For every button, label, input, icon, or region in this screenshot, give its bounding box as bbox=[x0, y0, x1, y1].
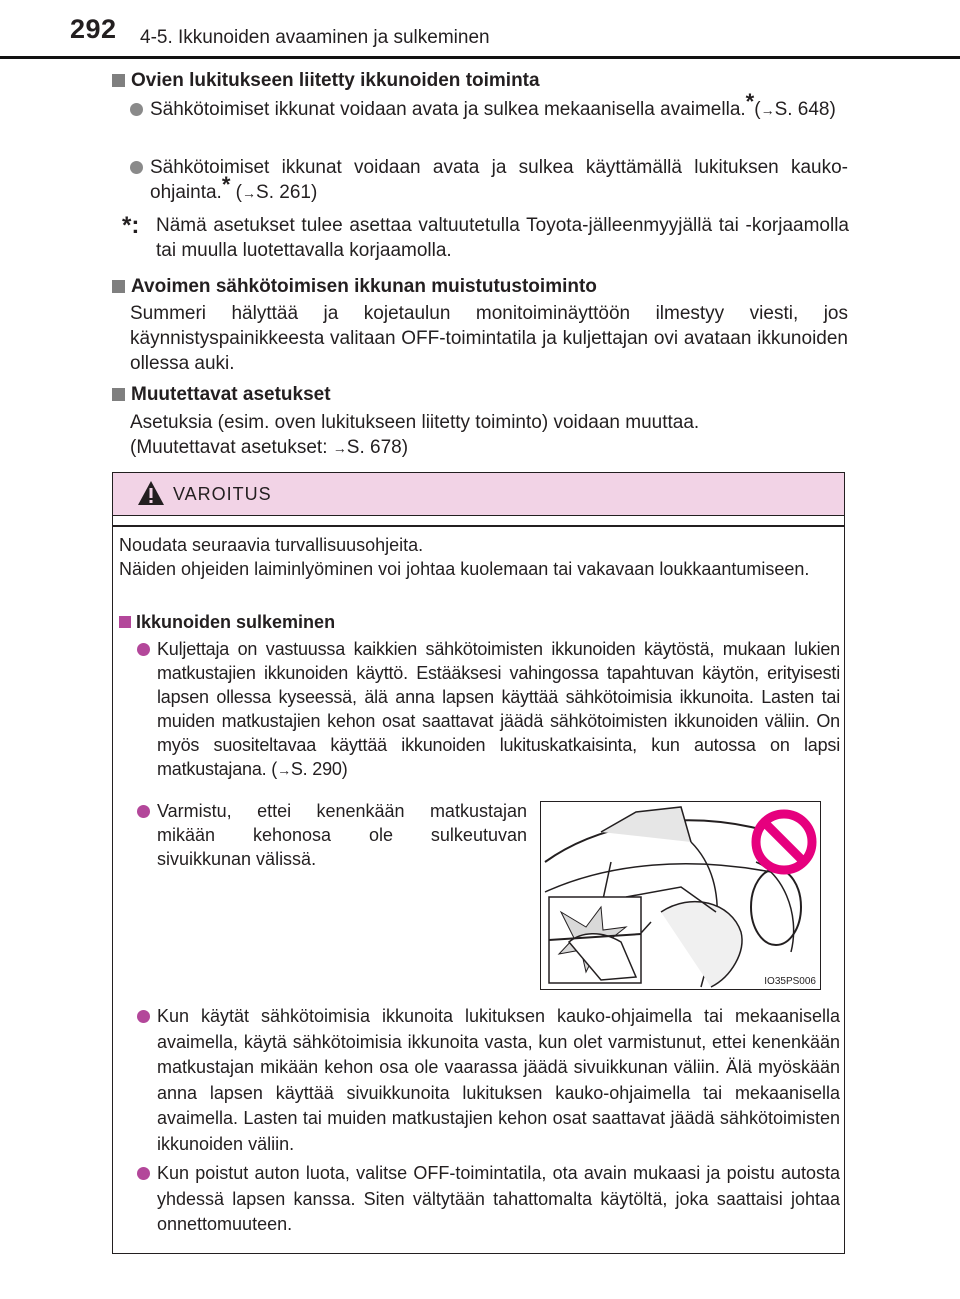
warning-triangle-icon bbox=[137, 480, 165, 506]
settings-text: Asetuksia (esim. oven lukitukseen liitetty toiminto) voidaan muuttaa. (Muutettavat asetukset: →S. 678) bbox=[130, 412, 700, 458]
car-window-illustration bbox=[541, 802, 820, 989]
header-rule bbox=[0, 56, 960, 59]
warning-intro: Noudata seuraavia turvallisuusohjeita. Näiden ohjeiden laiminlyöminen voi johtaa kuolemaan tai vakavaan loukkaantumiseen. bbox=[119, 535, 810, 579]
warning-title: VAROITUS bbox=[173, 484, 272, 504]
asterisk-icon: * bbox=[745, 89, 755, 114]
warning-item-leaving: Kun poistut auton luota, valitse OFF-toimintatila, ota avain mukaasi ja poistu autosta yhdessä lapsen kanssa. Siten vältytään tahattomalta käytöltä, joka saattaisi johtaa onnettomuuteen. bbox=[137, 1161, 840, 1238]
page-number: 292 bbox=[70, 14, 117, 44]
warning-item-driver: Kuljettaja on vastuussa kaikkien sähkötoimisten ikkunoiden käytöstä, mukaan lukien matkustajien ikkunoiden käyttö. Estääksesi vahingossa tapahtuvan käytön, erityisesti lapsen ollessa kyseessä, älä anna lapsen käyttää sähkötoimisia ikkunoita. Lasten tai muiden matkustajien kehon osat saattavat jäädä sähkötoimisten ikkunoiden väliin. On myös suositeltavaa käyttää ikkunoiden lukituskatkaisinta, kun autossa on lapsi matkustajana. (→S. 290) bbox=[137, 637, 840, 782]
arrow-right-icon: → bbox=[760, 102, 775, 118]
section-reminder-title: Avoimen sähkötoimisen ikkunan muistutustoiminto bbox=[112, 276, 597, 298]
section-marker-icon bbox=[112, 388, 125, 401]
ref-link[interactable]: S. 261) bbox=[256, 182, 318, 203]
bullet-icon bbox=[137, 1010, 150, 1023]
warning-item-remote: Kun käytät sähkötoimisia ikkunoita lukituksen kauko-ohjaimella tai mekaanisella avaimella, käytä sähkötoimisia ikkunoita vasta, kun olet varmistunut, ettei kenenkään matkustajan mikään kehon osa ole vaarassa jäädä sivuikkunan väliin. Älä myöskään anna lapsen käyttää sivuikkunoita lukituksen kauko-ohjaimella tai mekaanisella avaimella. Lasten tai muiden matkustajien kehon osat saattavat jäädä sähkötoimisten ikkunoiden väliin. bbox=[137, 1004, 840, 1157]
asterisk-icon: * bbox=[221, 172, 231, 197]
footnote: *: Nämä asetukset tulee asettaa valtuutetulla Toyota-jälleenmyyjällä tai -korjaamolla tai muulla luotettavalla korjaamolla. bbox=[122, 212, 849, 261]
bullet-icon bbox=[137, 805, 150, 818]
illustration-window-hazard bbox=[540, 801, 821, 990]
ref-link[interactable]: S. 290) bbox=[290, 759, 348, 779]
chapter-title: 4-5. Ikkunoiden avaaminen ja sulkeminen bbox=[140, 27, 490, 48]
arrow-right-icon: → bbox=[277, 762, 291, 778]
ref-link[interactable]: S. 648) bbox=[774, 99, 836, 120]
bullet-icon bbox=[137, 643, 150, 656]
section-marker-icon bbox=[119, 616, 131, 628]
section-marker-icon bbox=[112, 74, 125, 87]
arrow-right-icon: → bbox=[242, 185, 257, 201]
warning-divider bbox=[113, 525, 844, 527]
reminder-text: Summeri hälyttää ja kojetaulun monitoiminäyttöön ilmestyy viesti, jos käynnistyspainikkeesta valitaan OFF-toimintatila ja kuljettajan ovi avataan ikkunoiden ollessa auki. bbox=[130, 303, 848, 374]
bullet-icon bbox=[130, 161, 143, 174]
bullet-mechanical-key: Sähkötoimiset ikkunat voidaan avata ja sulkea mekaanisella avaimella.*(→S. 648) bbox=[130, 97, 848, 123]
figure-label: IO35PS006 bbox=[764, 976, 816, 987]
footnote-mark: *: bbox=[122, 212, 140, 239]
warning-header bbox=[113, 473, 844, 516]
section-marker-icon bbox=[112, 280, 125, 293]
warning-subtitle: Ikkunoiden sulkeminen bbox=[119, 612, 335, 633]
section-settings-title: Muutettavat asetukset bbox=[112, 384, 331, 406]
arrow-right-icon: → bbox=[332, 440, 347, 456]
warning-item-body-parts: Varmistu, ettei kenenkään matkustajan mikään kehonosa ole sulkeutuvan sivuikkunan välissä. bbox=[137, 799, 527, 871]
section-door-lock-title: Ovien lukitukseen liitetty ikkunoiden toiminta bbox=[112, 70, 540, 92]
bullet-icon bbox=[137, 1167, 150, 1180]
bullet-remote: Sähkötoimiset ikkunat voidaan avata ja sulkea käyttämällä lukituksen kauko-ohjainta.* (→S. 261) bbox=[130, 155, 848, 206]
bullet-icon bbox=[130, 103, 143, 116]
ref-link[interactable]: S. 678) bbox=[346, 437, 409, 458]
